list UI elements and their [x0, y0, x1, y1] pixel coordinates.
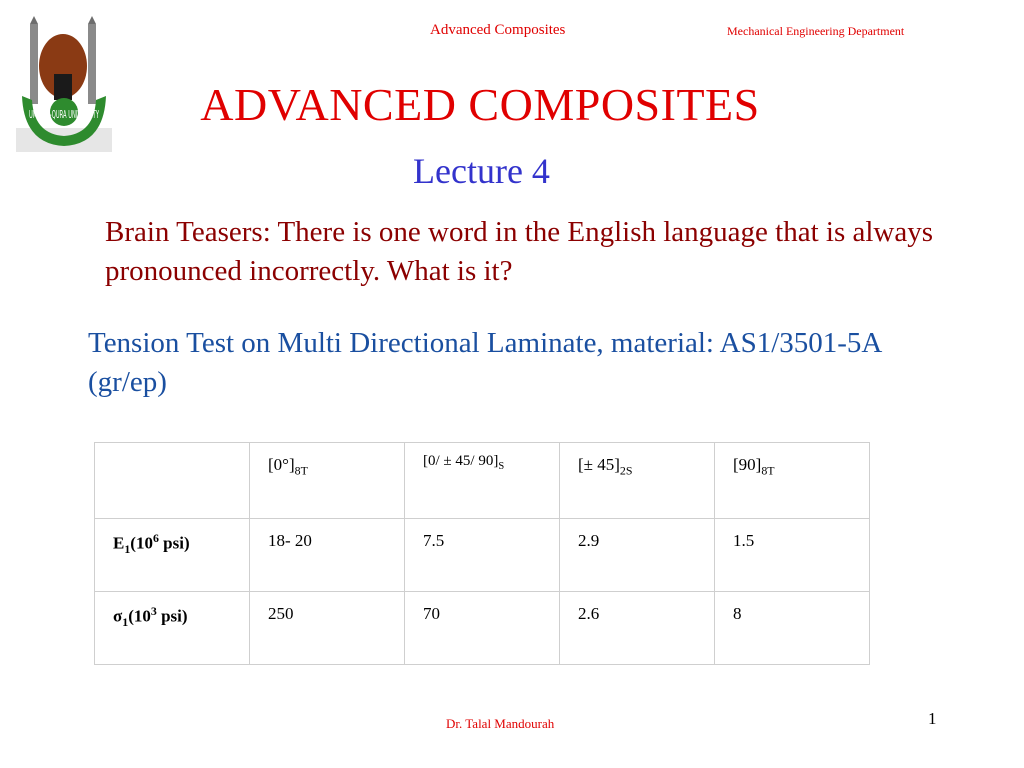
table-cell: 1.5	[715, 519, 870, 592]
tension-test-text: Tension Test on Multi Directional Laminate, material: AS1/3501-5A (gr/ep)	[88, 327, 881, 398]
table-header-row	[95, 443, 870, 519]
header-department: Mechanical Engineering Department	[727, 24, 905, 38]
label-exponent: 3	[150, 604, 157, 618]
label-unit: psi)	[156, 606, 188, 626]
slide-subtitle: Lecture 4	[413, 151, 550, 191]
table-corner-cell	[95, 443, 250, 519]
label-subscript: 1	[122, 615, 129, 630]
row-label-strength	[95, 592, 250, 665]
logo-text: UMM AL-QURA UNIVERSITY	[29, 108, 100, 121]
label-exponent: 6	[152, 531, 159, 545]
slide-title: ADVANCED COMPOSITES	[200, 79, 760, 130]
label-base: (10	[130, 533, 153, 553]
table-cell: 2.9	[560, 519, 715, 592]
header-subscript: 8T	[761, 463, 775, 478]
header-subscript: 2S	[619, 463, 633, 478]
label-base: (10	[128, 606, 151, 626]
label-symbol: E	[113, 533, 125, 553]
table-cell: 18- 20	[250, 519, 405, 592]
label-symbol: σ	[113, 606, 123, 626]
table-cell: 2.6	[560, 592, 715, 665]
header-subscript: S	[498, 461, 505, 472]
table-header-cell	[405, 443, 560, 519]
table-row	[95, 519, 870, 592]
table-header-cell	[250, 443, 405, 519]
table-header-cell	[560, 443, 715, 519]
header-main: [± 45]	[578, 455, 620, 474]
row-label-modulus	[95, 519, 250, 592]
label-unit: psi)	[158, 533, 190, 553]
footer-author: Dr. Talal Mandourah	[446, 716, 555, 731]
page-number: 1	[928, 709, 937, 728]
table-cell: 8	[715, 592, 870, 665]
header-main: [0/ ± 45/ 90]	[423, 453, 499, 469]
table-row	[95, 592, 870, 665]
header-main: [0°]	[268, 455, 295, 474]
table-cell: 250	[250, 592, 405, 665]
laminate-properties-table	[94, 442, 870, 665]
label-subscript: 1	[124, 542, 131, 557]
table-cell: 7.5	[405, 519, 560, 592]
table-cell: 70	[405, 592, 560, 665]
header-subscript: 8T	[294, 463, 308, 478]
table-header-cell	[715, 443, 870, 519]
brain-teaser-text: Brain Teasers: There is one word in the English language that is always pronounced incorrectly. What is it?	[105, 216, 934, 287]
header-course-title: Advanced Composites	[430, 22, 566, 38]
header-main: [90]	[733, 455, 762, 474]
